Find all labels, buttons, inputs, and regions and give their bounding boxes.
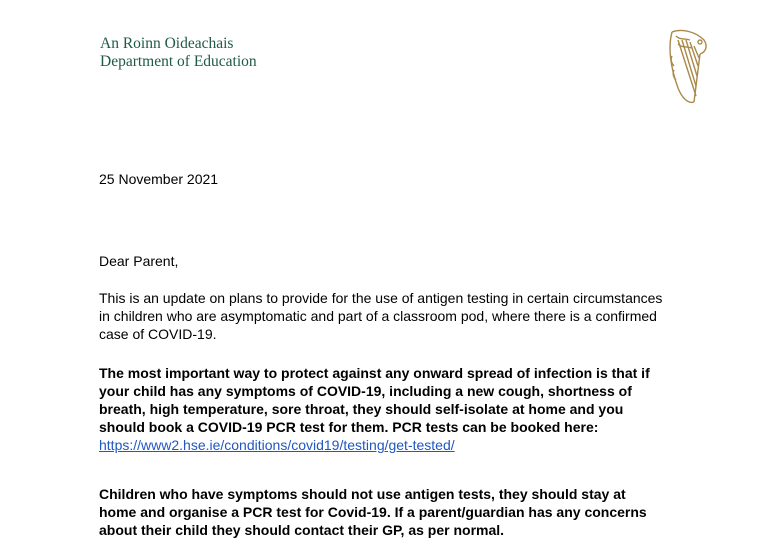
paragraph-symptoms bbox=[99, 364, 699, 436]
salutation: Dear Parent, bbox=[99, 253, 179, 269]
paragraph-line: about their child they should contact their GP, as per normal. bbox=[99, 522, 505, 538]
paragraph-line: The most important way to protect against any onward spread of infection is that if bbox=[99, 365, 650, 381]
paragraph-line: case of COVID-19. bbox=[99, 326, 217, 342]
paragraph-line: Children who have symptoms should not use antigen tests, they should stay at bbox=[99, 486, 626, 502]
paragraph-line: home and organise a PCR test for Covid-19. If a parent/guardian has any concerns bbox=[99, 504, 647, 520]
paragraph-intro bbox=[99, 289, 699, 343]
department-name-irish: An Roinn Oideachais bbox=[100, 35, 234, 52]
paragraph-line: your child has any symptoms of COVID-19, including a new cough, shortness of bbox=[99, 383, 632, 399]
pcr-link-line bbox=[99, 436, 699, 454]
paragraph-line: This is an update on plans to provide for the use of antigen testing in certain circumstances bbox=[99, 290, 663, 306]
pcr-booking-link[interactable]: https://www2.hse.ie/conditions/covid19/testing/get-tested/ bbox=[99, 437, 455, 453]
department-name-english: Department of Education bbox=[100, 53, 257, 70]
letter-date: 25 November 2021 bbox=[99, 171, 219, 187]
paragraph-line: should book a COVID-19 PCR test for them. PCR tests can be booked here: bbox=[99, 419, 599, 435]
department-name bbox=[100, 35, 257, 71]
paragraph-line: breath, high temperature, sore throat, they should self-isolate at home and you bbox=[99, 401, 624, 417]
harp-crest-icon bbox=[664, 26, 712, 106]
paragraph-line: in children who are asymptomatic and part of a classroom pod, where there is a confirmed bbox=[99, 308, 657, 324]
paragraph-antigen bbox=[99, 485, 699, 539]
